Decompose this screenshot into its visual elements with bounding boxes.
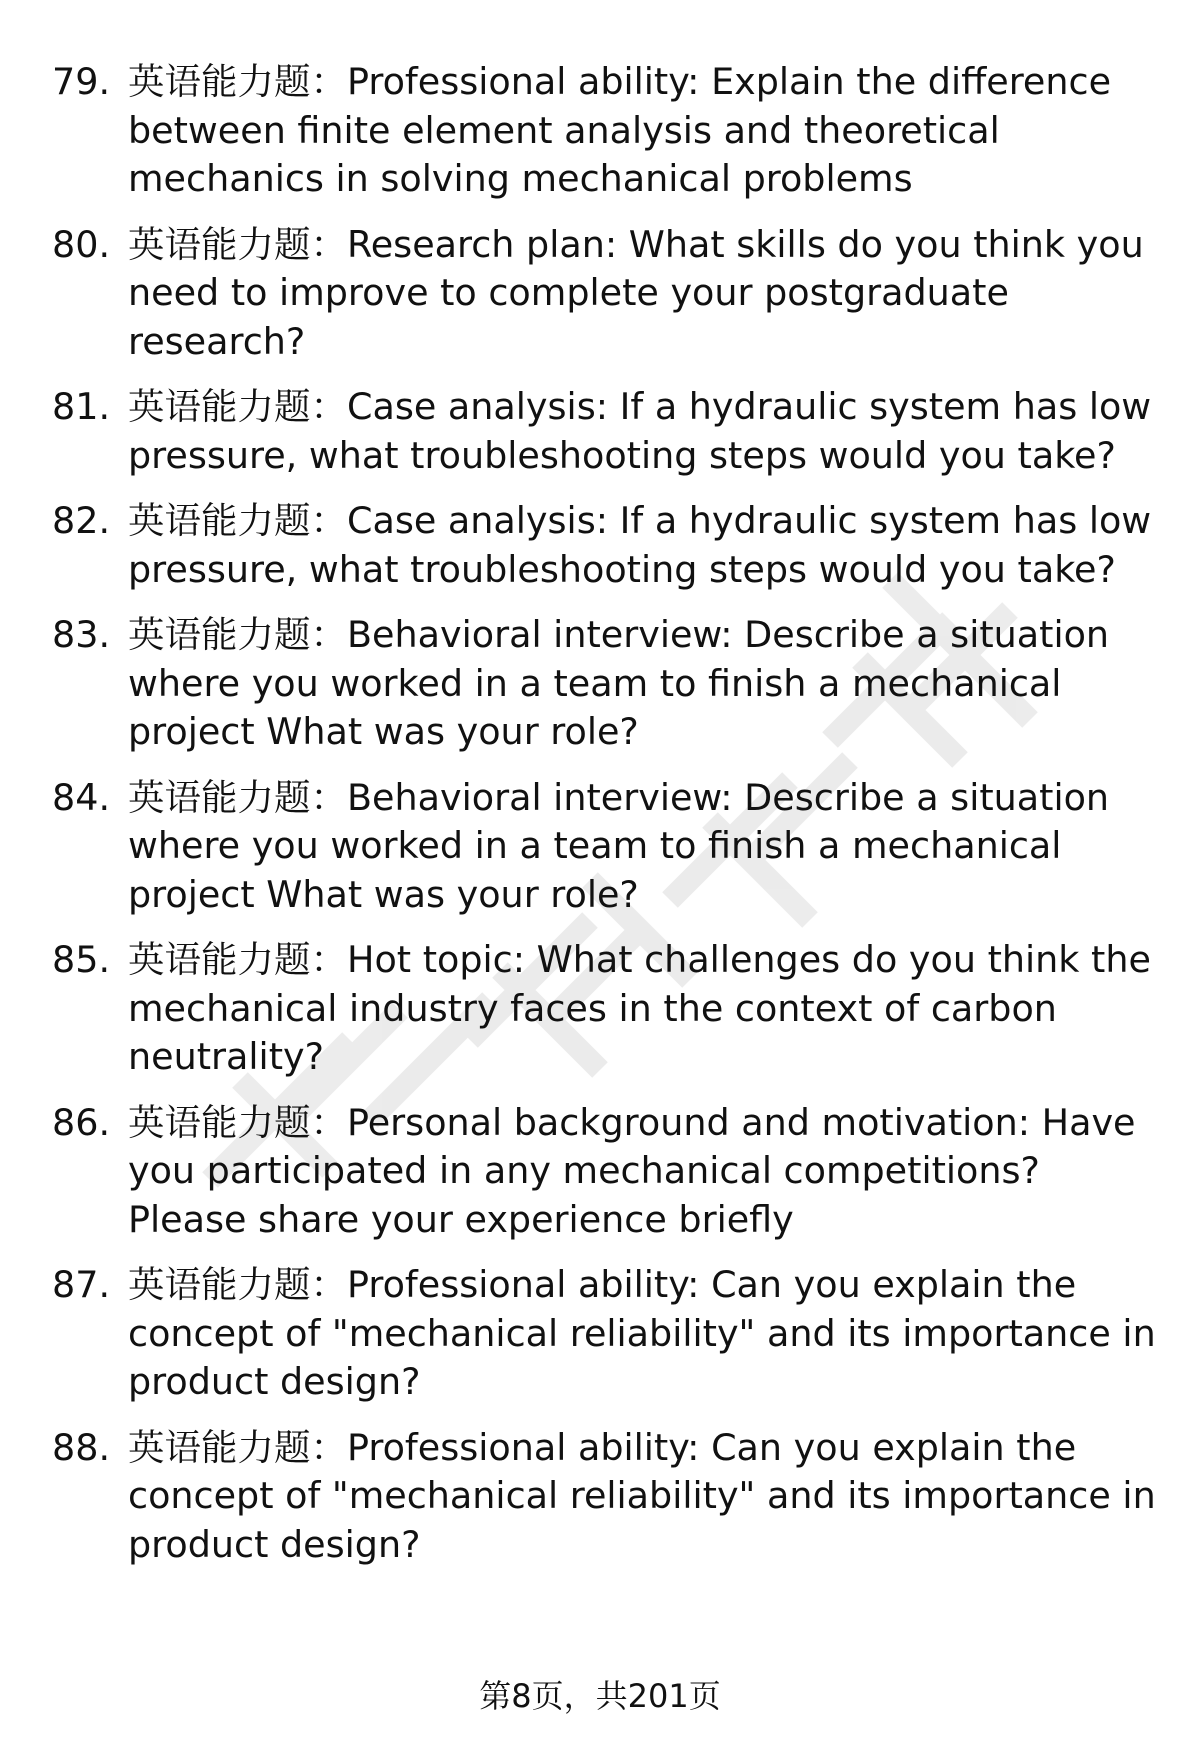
question-text: 英语能力题：Professional ability: Can you explain the concept of "mechanical reliability" and its importance in product design? [128, 1425, 1156, 1566]
question-number: 84. [52, 775, 111, 819]
question-number: 81. [52, 385, 111, 428]
question-text: 英语能力题：Hot topic: What challenges do you think the mechanical industry faces in the context of carbon neutrality? [128, 938, 1151, 1078]
question-item [52, 1261, 1162, 1407]
question-item [52, 221, 1162, 367]
question-number: 87. [52, 1263, 111, 1306]
question-item [52, 1424, 1162, 1570]
question-item [52, 383, 1162, 480]
question-text: 英语能力题：Professional ability: Explain the difference between finite element analysis and theoretical mechanics in solving mechanical problems [128, 60, 1112, 200]
question-item [52, 497, 1162, 594]
question-text: 英语能力题：Case analysis: If a hydraulic system has low pressure, what troubleshooting steps would you take? [128, 385, 1152, 477]
question-number: 79. [52, 60, 111, 103]
question-list [52, 58, 1162, 1569]
question-number: 80. [52, 222, 111, 266]
question-item [52, 936, 1162, 1082]
question-item [52, 1099, 1162, 1245]
question-text: 英语能力题：Research plan: What skills do you think you need to improve to complete your postgraduate research? [128, 222, 1144, 363]
question-number: 83. [52, 613, 111, 656]
question-text: 英语能力题：Case analysis: If a hydraulic system has low pressure, what troubleshooting steps would you take? [128, 499, 1152, 591]
page-footer [0, 1676, 1200, 1716]
question-number: 88. [52, 1425, 111, 1469]
question-item [52, 58, 1162, 204]
question-text: 英语能力题：Behavioral interview: Describe a situation where you worked in a team to finish a mechanical project What was your role? [128, 775, 1110, 916]
question-text: 英语能力题：Behavioral interview: Describe a situation where you worked in a team to finish a mechanical project What was your role? [128, 613, 1110, 753]
page-number-label: 第8页，共201页 [479, 1677, 721, 1715]
question-text: 英语能力题：Personal background and motivation: Have you participated in any mechanical competitions? Please share your experience briefly [128, 1100, 1136, 1241]
question-item [52, 611, 1162, 757]
question-number: 86. [52, 1100, 111, 1144]
question-number: 82. [52, 499, 111, 542]
question-item [52, 774, 1162, 920]
question-text: 英语能力题：Professional ability: Can you explain the concept of "mechanical reliability" and its importance in product design? [128, 1263, 1156, 1403]
question-number: 85. [52, 938, 111, 981]
